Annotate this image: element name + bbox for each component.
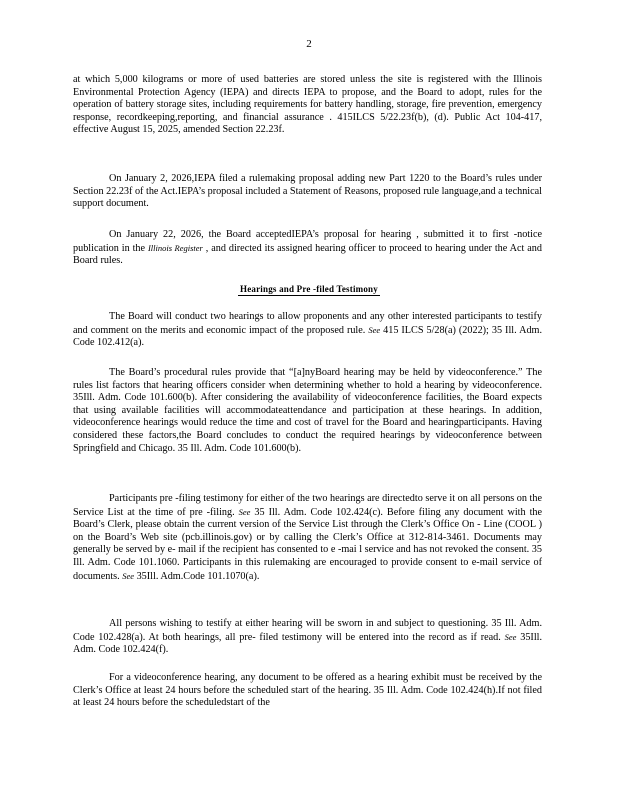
see-signal: See bbox=[368, 324, 381, 335]
page-number: 2 bbox=[306, 38, 312, 50]
paragraph-text: For a videoconference hearing, any document to be offered as a hearing exhibit must be received by the Clerk’s Office at least 24 hours before the scheduled start of the hearing. 35 Ill. Adm. Code 102.424(h).If not filed at least 24 hours before the scheduledstart of the bbox=[73, 672, 542, 709]
paragraph-sworn-testimony bbox=[73, 618, 542, 657]
paragraph-prefiling bbox=[73, 493, 542, 583]
paragraph-text: On January 22, 2026, the Board acceptedIEPA’s proposal for hearing , submitted it to first -notice publication in the bbox=[73, 229, 542, 254]
see-signal: See bbox=[238, 506, 251, 517]
paragraph-videoconference bbox=[73, 367, 542, 455]
illinois-register-title: Illinois Register bbox=[147, 242, 203, 253]
paragraph-text: at which 5,000 kilograms or more of used batteries are stored unless the site is registered with the Illinois Environmental Protection Agency (IEPA) and directs IEPA to propose, and the Board to adopt, rules for the operation of battery storage sites, including requirements for battery handling, storage, fire prevention, emergency response, recordkeeping,reporting, and financial assurance . 415ILCS 5/22.23f(b), (d). Public Act 104-417, effective August 15, 2025, amended Section 22.23f. bbox=[73, 74, 542, 136]
section-heading-text: Hearings and Pre -filed Testimony bbox=[240, 284, 378, 294]
paragraph-text: 35Ill. Adm. Code 102.424(f). bbox=[73, 631, 543, 656]
see-signal: See bbox=[122, 570, 135, 581]
paragraph-text: The Board’s procedural rules provide that “[a]nyBoard hearing may be held by videoconference.” The rules list factors that hearing officers consider when determining whether to hold a hearing by videoconference. 35Ill. Adm. Code 101.600(b). After considering the availability of videoconference facilities, the Board expects that using available facilities will accommodateattendance and participation at these hearings. In addition, videoconference hearings would reduce the time and cost of travel for the Board and hearingparticipants. Having considered these factors,the Board concludes to conduct the required hearings by videoconference between Springfield and Chicago. 35 Ill. Adm. Code 101.600(b). bbox=[73, 367, 542, 454]
paragraph-text: 415 ILCS 5/28(a) (2022); 35 Ill. Adm. Code 102.412(a). bbox=[73, 324, 543, 349]
paragraph-text: Participants pre -filing testimony for either of the two hearings are directedto serve it on all persons on the Service List at the time of pre -filing. bbox=[73, 493, 542, 518]
paragraph-text: 35Ill. Adm.Code 101.1070(a). bbox=[136, 570, 260, 582]
paragraph-iepa-proposal bbox=[73, 173, 542, 211]
paragraph-text: All persons wishing to testify at either hearing will be sworn in and subject to questioning. 35 Ill. Adm. Code 102.428(a). At both hearings, all pre- filed testimony will be entered into the record as if read. bbox=[73, 618, 542, 643]
paragraph-two-hearings bbox=[73, 311, 542, 350]
paragraph-text: The Board will conduct two hearings to allow proponents and any other interested participants to testify and comment on the merits and economic impact of the proposed rule. bbox=[73, 311, 542, 336]
paragraph-text: 35 Ill. Adm. Code 102.424(c). Before filing any document with the Board’s Clerk, please obtain the current version of the Service List through the Clerk’s Office On - Line (COOL ) on the Board’s Web site (pcb.illinois.gov) or by calling the Clerk’s Office at 312-814-3461. Documents may generally be served by e- mail if the recipient has consented to e -mai l service and has not revoked the consent. 35 Ill. Adm. Code 101.1060. Participants in this rulemaking are encouraged to provide consent to e-mail service of documents. bbox=[73, 506, 543, 582]
paragraph-hearing-exhibits bbox=[73, 672, 542, 710]
paragraph-first-notice bbox=[73, 229, 542, 268]
section-heading bbox=[0, 283, 618, 296]
paragraph-text: On January 2, 2026,IEPA filed a rulemaking proposal adding new Part 1220 to the Board’s rules under Section 22.23f of the Act.IEPA’s proposal included a Statement of Reasons, proposed rule language,and a technical support document. bbox=[73, 173, 542, 210]
see-signal: See bbox=[504, 631, 517, 642]
paragraph-battery-storage bbox=[73, 74, 542, 137]
paragraph-text: , and directed its assigned hearing officer to proceed to hearing under the Act and Board rules. bbox=[73, 242, 542, 267]
